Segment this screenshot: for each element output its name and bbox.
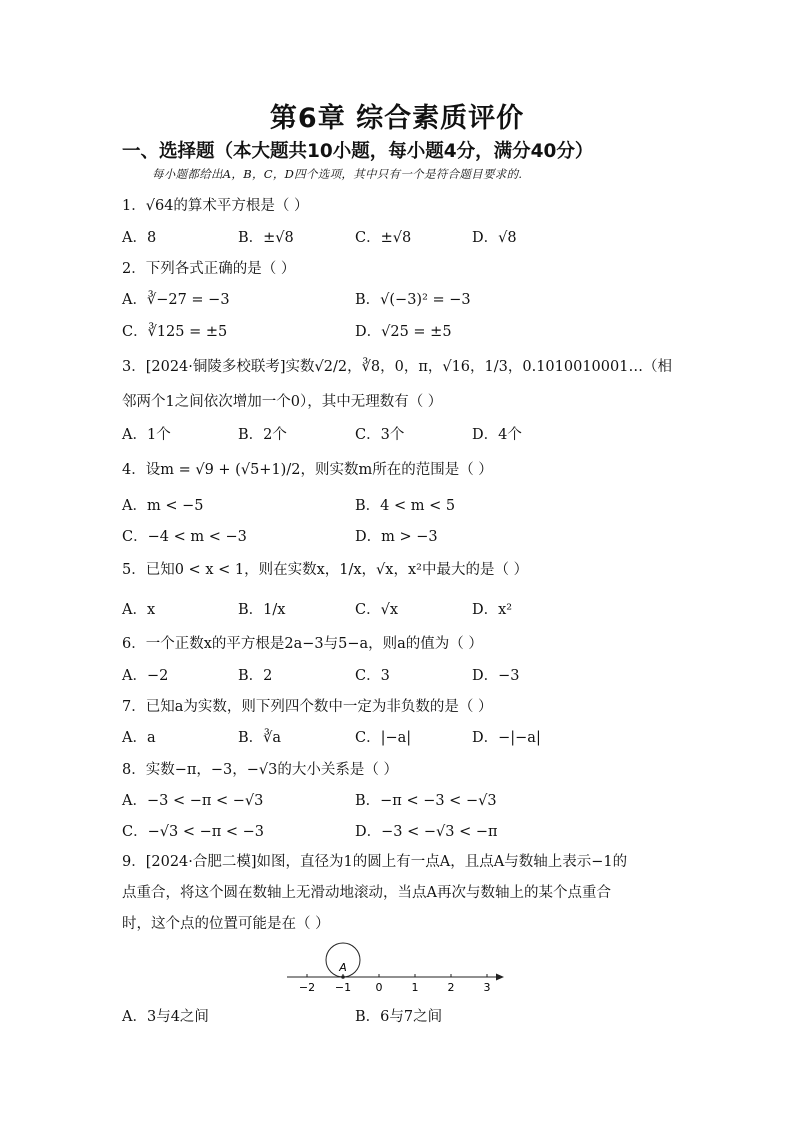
question-5-option-c: C．√x bbox=[355, 602, 399, 618]
question-4-option-b: B．4 < m < 5 bbox=[355, 498, 456, 514]
question-2-option-d: D．√25 = ±5 bbox=[355, 324, 452, 340]
tick-label: 2 bbox=[447, 981, 455, 994]
tick-label: 1 bbox=[411, 981, 419, 994]
tick-label: 0 bbox=[375, 981, 383, 994]
question-3-option-d: D．4个 bbox=[472, 427, 522, 443]
question-7-option-b: B．∛a bbox=[238, 730, 282, 746]
question-8-option-b: B．−π < −3 < −√3 bbox=[355, 793, 497, 809]
question-1-option-d: D．√8 bbox=[472, 230, 517, 246]
question-8-stem: 8．实数−π，−3，−√3的大小关系是（ ） bbox=[122, 762, 399, 778]
question-3-stem-line-2: 邻两个1之间依次增加一个0），其中无理数有（ ） bbox=[122, 394, 443, 410]
tick-label: −2 bbox=[298, 981, 316, 994]
question-8-option-c: C．−√3 < −π < −3 bbox=[122, 824, 264, 840]
question-2-stem: 2．下列各式正确的是（ ） bbox=[122, 261, 296, 277]
page-title: 第6章 综合素质评价 bbox=[269, 103, 525, 134]
question-4-option-d: D．m > −3 bbox=[355, 529, 438, 545]
question-6-option-a: A．−2 bbox=[122, 668, 169, 684]
section-instructions: 每小题都给出A，B，C，D四个选项，其中只有一个是符合题目要求的. bbox=[152, 167, 523, 181]
question-7-stem: 7．已知a为实数，则下列四个数中一定为非负数的是（ ） bbox=[122, 699, 493, 715]
question-7-option-d: D．−|−a| bbox=[472, 730, 541, 746]
number-line-figure bbox=[282, 938, 512, 998]
question-2-option-a: A．∛−27 = −3 bbox=[122, 292, 230, 308]
question-3-option-b: B．2个 bbox=[238, 427, 287, 443]
question-1-option-c: C．±√8 bbox=[355, 230, 412, 246]
question-8-option-d: D．−3 < −√3 < −π bbox=[355, 824, 498, 840]
tick-label: 3 bbox=[483, 981, 491, 994]
question-6-option-b: B．2 bbox=[238, 668, 273, 684]
question-9-stem-line-2: 点重合，将这个圆在数轴上无滑动地滚动，当点A再次与数轴上的某个点重合 bbox=[122, 885, 611, 901]
question-9-option-b: B．6与7之间 bbox=[355, 1009, 443, 1025]
question-6-option-d: D．−3 bbox=[472, 668, 520, 684]
question-4-option-c: C．−4 < m < −3 bbox=[122, 529, 247, 545]
question-4-option-a: A．m < −5 bbox=[122, 498, 204, 514]
point-a-label: A bbox=[339, 961, 347, 974]
tick-label: −1 bbox=[334, 981, 352, 994]
question-3-stem-line-1: 3．[2024·铜陵多校联考]实数√2/2，∛8，0，π，√16，1/3，0.1010010001…（相 bbox=[122, 359, 672, 375]
question-5-option-d: D．x² bbox=[472, 602, 513, 618]
question-4-stem: 4．设m = √9 + (√5+1)/2，则实数m所在的范围是（ ） bbox=[122, 462, 493, 478]
question-9-option-a: A．3与4之间 bbox=[122, 1009, 209, 1025]
question-6-stem: 6．一个正数x的平方根是2a−3与5−a，则a的值为（ ） bbox=[122, 636, 483, 652]
question-9-stem-line-3: 时，这个点的位置可能是在（ ） bbox=[122, 916, 330, 932]
question-2-option-c: C．∛125 = ±5 bbox=[122, 324, 228, 340]
question-5-option-b: B．1/x bbox=[238, 602, 286, 618]
question-8-option-a: A．−3 < −π < −√3 bbox=[122, 793, 264, 809]
question-6-option-c: C．3 bbox=[355, 668, 390, 684]
question-1-option-b: B．±√8 bbox=[238, 230, 294, 246]
question-5-stem: 5．已知0 < x < 1，则在实数x，1/x，√x，x²中最大的是（ ） bbox=[122, 562, 529, 578]
question-7-option-a: A．a bbox=[122, 730, 156, 746]
question-9-stem-line-1: 9．[2024·合肥二模]如图，直径为1的圆上有一点A，且点A与数轴上表示−1的 bbox=[122, 854, 628, 870]
axis-arrow-icon bbox=[496, 974, 504, 981]
section-heading: 一、选择题（本大题共10小题，每小题4分，满分40分） bbox=[122, 141, 594, 162]
question-2-option-b: B．√(−3)² = −3 bbox=[355, 292, 471, 308]
question-1-option-a: A．8 bbox=[122, 230, 157, 246]
question-7-option-c: C．|−a| bbox=[355, 730, 412, 746]
question-5-option-a: A．x bbox=[122, 602, 156, 618]
question-1-stem: 1．√64的算术平方根是（ ） bbox=[122, 198, 309, 214]
question-3-option-c: C．3个 bbox=[355, 427, 405, 443]
question-3-option-a: A．1个 bbox=[122, 427, 171, 443]
